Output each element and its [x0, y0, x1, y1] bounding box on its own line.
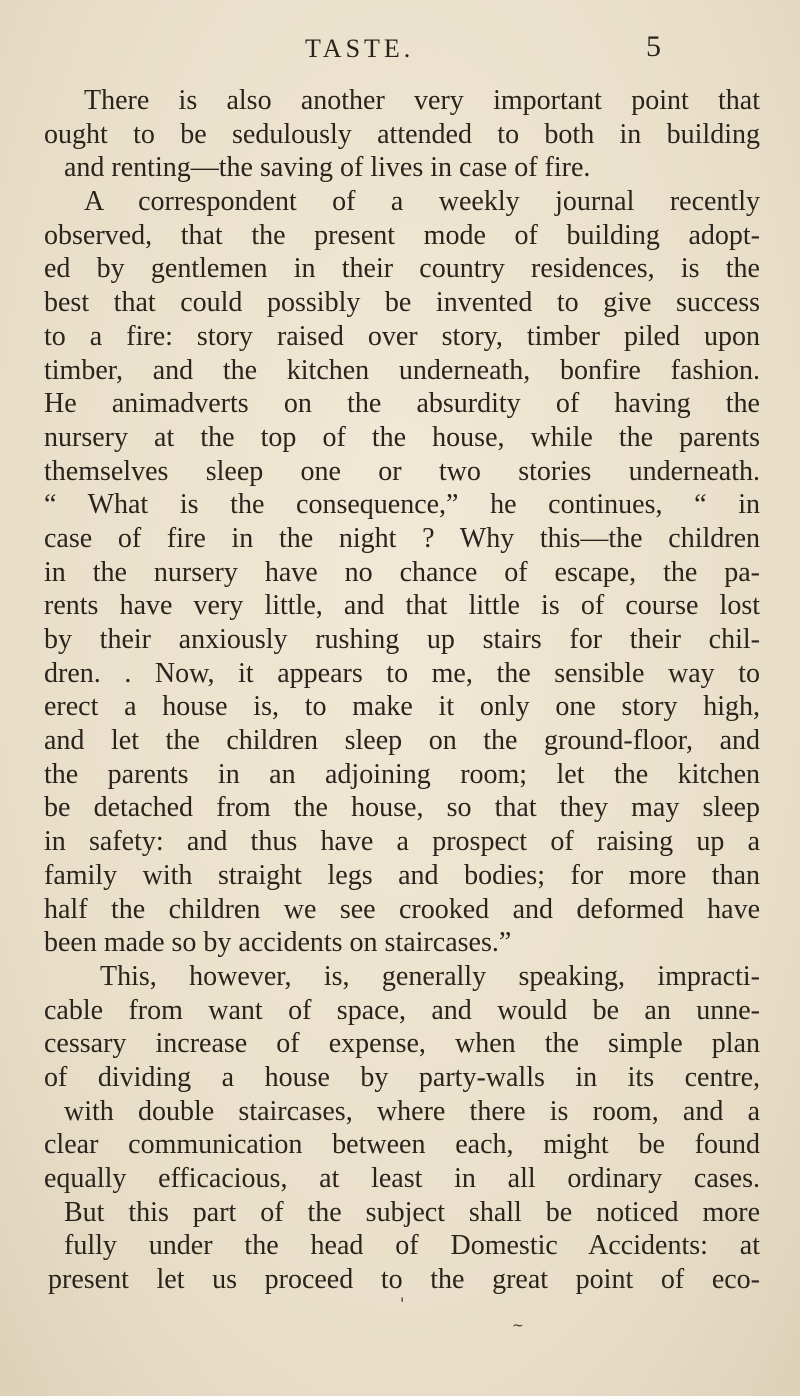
text-line: themselves sleep one or two stories underneath. — [44, 455, 760, 487]
text-line: ed by gentlemen in their country residences, is the — [44, 253, 760, 285]
ink-speck: ' — [400, 1294, 405, 1313]
text-line: timber, and the kitchen underneath, bonfire fashion. — [44, 354, 760, 386]
text-line: be detached from the house, so that they may sleep — [44, 792, 760, 824]
text-line: dren. . Now, it appears to me, the sensible way to — [44, 657, 760, 689]
text-line: erect a house is, to make it only one story high, — [44, 691, 760, 723]
text-line: the parents in an adjoining room; let the kitchen — [44, 758, 760, 790]
text-line: of dividing a house by party-walls in its centre, — [44, 1061, 760, 1093]
ink-speck: ~ — [512, 1318, 524, 1334]
text-line: half the children we see crooked and deformed have — [44, 893, 760, 925]
text-line: with double staircases, where there is room, and a — [64, 1095, 760, 1127]
text-line: and let the children sleep on the ground-floor, and — [44, 725, 760, 757]
text-line: A correspondent of a weekly journal recently — [84, 186, 760, 218]
text-line: best that could possibly be invented to give success — [44, 287, 760, 319]
text-line: been made so by accidents on staircases.” — [44, 927, 512, 959]
text-line: ought to be sedulously attended to both in building — [44, 118, 760, 150]
page-header — [0, 30, 800, 70]
text-line: fully under the head of Domestic Accidents: at — [64, 1230, 760, 1262]
text-line: in the nursery have no chance of escape, the pa- — [44, 556, 760, 588]
text-line: equally efficacious, at least in all ordinary cases. — [44, 1163, 760, 1194]
text-line: case of fire in the night ? Why this—the children — [44, 522, 760, 554]
text-line: cable from want of space, and would be an unne- — [44, 994, 760, 1026]
text-line: “ What is the consequence,” he continues, “ in — [44, 489, 760, 521]
text-line: He animadverts on the absurdity of having the — [44, 388, 760, 420]
text-line: in safety: and thus have a prospect of raising up a — [44, 826, 760, 858]
text-line: and renting—the saving of lives in case of fire. — [64, 152, 591, 184]
text-line: rents have very little, and that little is of course lost — [44, 590, 760, 622]
running-title: TASTE. — [305, 34, 415, 63]
text-line: family with straight legs and bodies; for more than — [44, 859, 760, 891]
text-line: observed, that the present mode of building adopt- — [44, 219, 760, 251]
text-line: clear communication between each, might be found — [44, 1129, 760, 1161]
page-number: 5 — [646, 30, 661, 63]
text-line: by their anxiously rushing up stairs for their chil- — [44, 624, 760, 655]
text-line: There is also another very important point that — [84, 85, 760, 116]
text-line: nursery at the top of the house, while the parents — [44, 421, 760, 453]
text-line: to a fire: story raised over story, timber piled upon — [44, 320, 760, 352]
body-text — [44, 84, 760, 1297]
text-line: present let us proceed to the great point of eco- — [48, 1264, 760, 1296]
text-line: But this part of the subject shall be noticed more — [64, 1196, 760, 1228]
text-line: cessary increase of expense, when the simple plan — [44, 1028, 760, 1060]
text-line: This, however, is, generally speaking, impracti- — [100, 960, 760, 992]
